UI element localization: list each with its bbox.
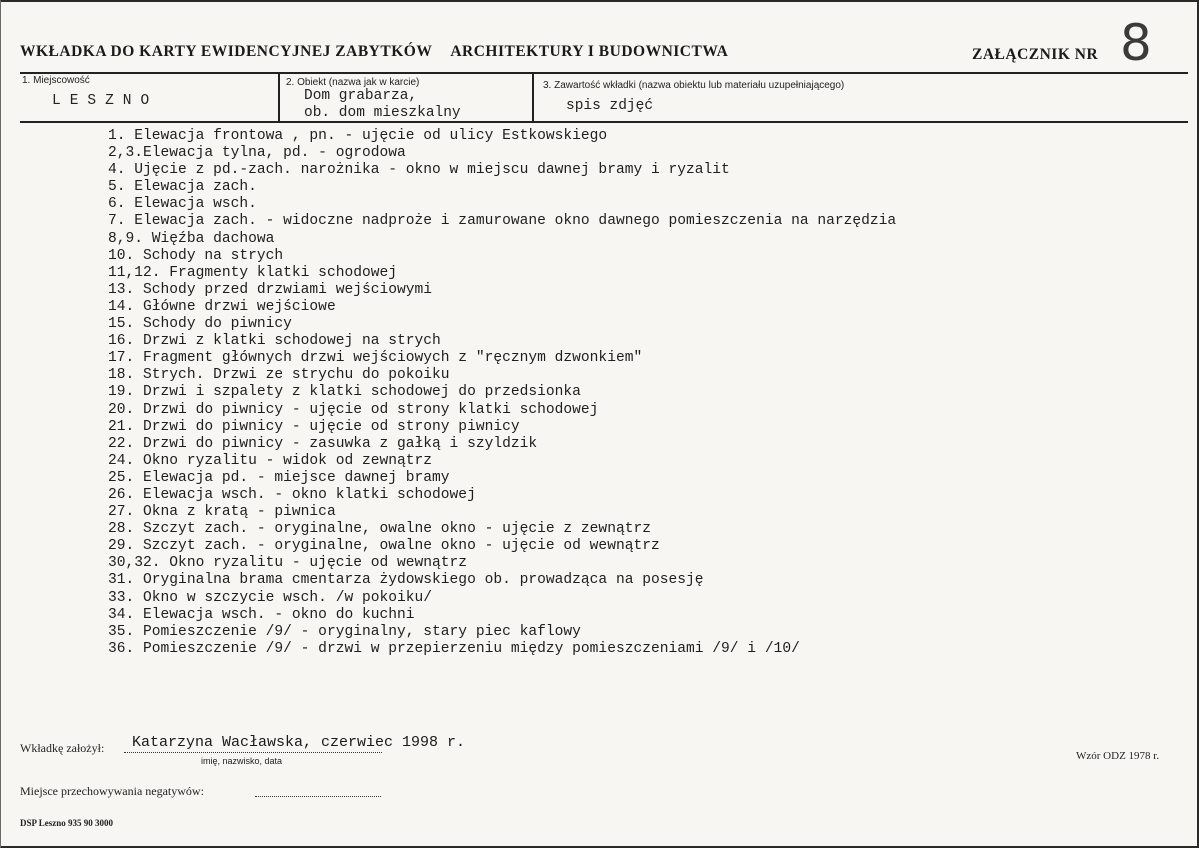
field-divider-2 xyxy=(532,74,534,122)
photo-list-item: 24. Okno ryzalitu - widok od zewnątrz xyxy=(108,452,433,469)
object-label: 2. Obiekt (nazwa jak w karcie) xyxy=(286,77,420,88)
photo-list-item: 14. Główne drzwi wejściowe xyxy=(108,298,336,315)
photo-list-item: 35. Pomieszczenie /9/ - oryginalny, stary piec kaflowy xyxy=(108,623,581,640)
photo-list-item: 20. Drzwi do piwnicy - ujęcie od strony klatki schodowej xyxy=(108,401,599,418)
attachment-number: 8 xyxy=(1120,14,1152,72)
photo-list-item: 13. Schody przed drzwiami wejściowymi xyxy=(108,281,433,298)
photo-list-item: 22. Drzwi do piwnicy - zasuwka z gałką i szyldzik xyxy=(108,435,538,452)
contents-value: spis zdjęć xyxy=(566,98,654,114)
photo-list-item: 25. Elewacja pd. - miejsce dawnej bramy xyxy=(108,469,450,486)
form-title xyxy=(20,43,728,61)
photo-list-item: 6. Elewacja wsch. xyxy=(108,196,257,213)
photo-list-item: 33. Okno w szczycie wsch. /w pokoiku/ xyxy=(108,589,433,606)
created-by-value: Katarzyna Wacławska, czerwiec 1998 r. xyxy=(132,734,466,751)
photo-list-item: 30,32. Okno ryzalitu - ujęcie od wewnątrz xyxy=(108,555,468,572)
photo-list-item: 36. Pomieszczenie /9/ - drzwi w przepierzeniu między pomieszczeniami /9/ i /10/ xyxy=(108,640,800,657)
photo-list-item: 26. Elewacja wsch. - okno klatki schodowej xyxy=(108,486,476,503)
photo-list-item: 8,9. Więźba dachowa xyxy=(108,230,275,247)
photo-list-item: 17. Fragment głównych drzwi wejściowych z "ręcznym dzwonkiem" xyxy=(108,350,643,367)
form-title-sub: ARCHITEKTURY I BUDOWNICTWA xyxy=(450,43,729,60)
header-rule xyxy=(20,72,1188,74)
created-by-dotted-line xyxy=(124,752,382,753)
photo-list xyxy=(108,128,896,658)
object-value-line1: Dom grabarza, xyxy=(304,88,418,104)
negatives-label: Miejsce przechowywania negatywów: xyxy=(20,784,204,798)
photo-list-item: 18. Strych. Drzwi ze strychu do pokoiku xyxy=(108,367,450,384)
photo-list-item: 34. Elewacja wsch. - okno do kuchni xyxy=(108,606,415,623)
template-note: Wzór ODZ 1978 r. xyxy=(1076,750,1160,762)
form-title-main: WKŁADKA DO KARTY EWIDENCYJNEJ ZABYTKÓW xyxy=(20,43,433,60)
created-by-label: Wkładkę założył: xyxy=(20,741,105,755)
photo-list-item: 27. Okna z kratą - piwnica xyxy=(108,504,336,521)
photo-list-item: 21. Drzwi do piwnicy - ujęcie od strony piwnicy xyxy=(108,418,520,435)
photo-list-item: 11,12. Fragmenty klatki schodowej xyxy=(108,264,398,281)
photo-list-item: 28. Szczyt zach. - oryginalne, owalne okno - ujęcie z zewnątrz xyxy=(108,521,651,538)
created-by-hint: imię, nazwisko, data xyxy=(201,756,283,766)
photo-list-item: 16. Drzwi z klatki schodowej na strych xyxy=(108,333,441,350)
negatives-dotted-line xyxy=(255,796,381,797)
photo-list-item: 19. Drzwi i szpalety z klatki schodowej do przedsionka xyxy=(108,384,581,401)
photo-list-item: 29. Szczyt zach. - oryginalne, owalne okno - ujęcie od wewnątrz xyxy=(108,538,660,555)
photo-list-item: 15. Schody do piwnicy xyxy=(108,316,292,333)
photo-list-item: 5. Elewacja zach. xyxy=(108,179,257,196)
fields-rule xyxy=(20,121,1188,123)
photo-list-item: 10. Schody na strych xyxy=(108,247,284,264)
locality-label: 1. Miejscowość xyxy=(22,75,90,86)
photo-list-item: 1. Elewacja frontowa , pn. - ujęcie od ulicy Estkowskiego xyxy=(108,128,608,144)
border-top xyxy=(0,0,1199,2)
object-value-line2: ob. dom mieszkalny xyxy=(304,105,461,121)
border-left xyxy=(0,0,1,848)
field-divider-1 xyxy=(278,74,280,122)
attachment-label: ZAŁĄCZNIK NR xyxy=(972,46,1099,63)
contents-label: 3. Zawartość wkładki (nazwa obiektu lub materiału uzupełniającego) xyxy=(543,80,845,91)
printer-note: DSP Leszno 935 90 3000 xyxy=(20,818,114,828)
locality-value: LESZNO xyxy=(52,93,159,109)
photo-list-item: 4. Ujęcie z pd.-zach. narożnika - okno w miejscu dawnej bramy i ryzalit xyxy=(108,162,730,179)
photo-list-item: 2,3.Elewacja tylna, pd. - ogrodowa xyxy=(108,145,406,162)
photo-list-item: 31. Oryginalna brama cmentarza żydowskiego ob. prowadząca na posesję xyxy=(108,572,704,589)
photo-list-item: 7. Elewacja zach. - widoczne nadproże i zamurowane okno dawnego pomieszczenia na narzędzia xyxy=(108,213,897,230)
